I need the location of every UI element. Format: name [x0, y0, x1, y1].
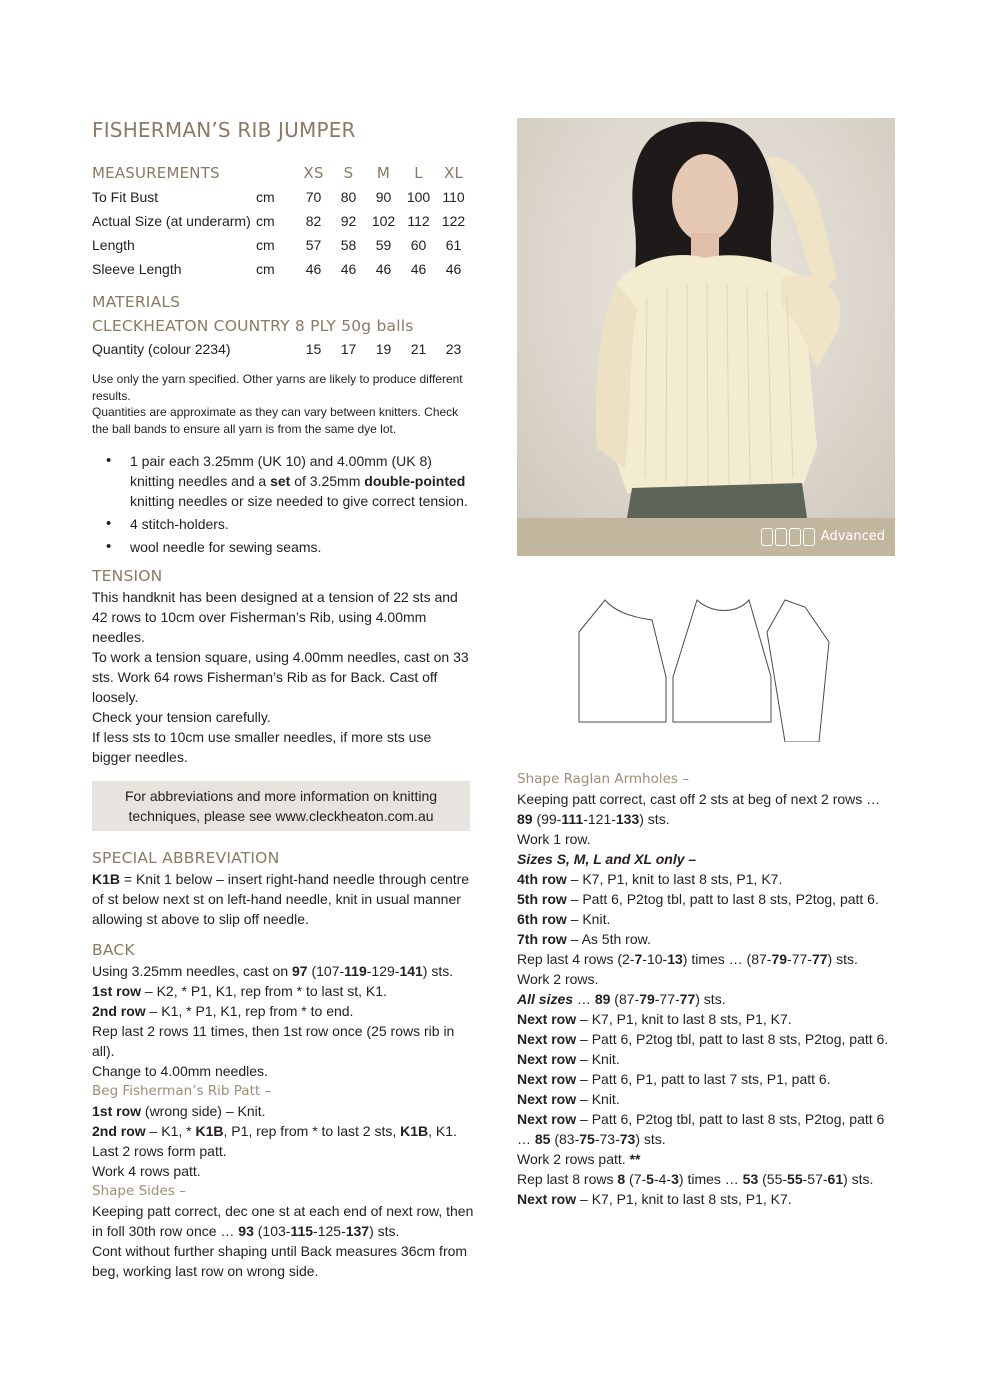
- measurements-heading: MEASUREMENTS: [92, 164, 220, 182]
- garment-schematic: [577, 592, 837, 742]
- page-title: FISHERMAN’S RIB JUMPER: [92, 118, 356, 142]
- measurement-value: 60: [410, 237, 427, 253]
- special-abbreviation-text: K1B = Knit 1 below – insert right-hand needle through centre of st below next st on left-hand needle, knit in usual manner allowing st above to slip off needle.: [92, 871, 470, 927]
- measurement-row: [92, 233, 474, 257]
- difficulty-label: Advanced: [820, 529, 885, 544]
- size-s: S: [343, 164, 354, 182]
- quantity-value: 17: [340, 341, 357, 357]
- yarn-note-1: Use only the yarn specified. Other yarns are likely to produce different results.: [92, 372, 463, 403]
- back-piece-shape: [579, 600, 666, 722]
- measurement-label: Sleeve Length: [92, 261, 182, 277]
- materials-heading: MATERIALS: [92, 293, 181, 311]
- yarn-ball-icon: [761, 528, 815, 546]
- raglan-heading: Shape Raglan Armholes –: [517, 771, 690, 787]
- sleeve-piece-shape: [767, 600, 829, 742]
- size-m: M: [376, 164, 391, 182]
- measurements-header: [92, 161, 474, 185]
- quantity-label: Quantity (colour 2234): [92, 341, 231, 357]
- right-column: [517, 118, 895, 1209]
- back-instructions: Using 3.25mm needles, cast on 97 (107-119-129-141) sts. 1st row – K2, * P1, K1, rep from * to last st, K1. 2nd row – K1, * P1, K1, rep from * to end. Rep last 2 rows 11 times, then 1st row once (25 rows rib in all). Change to 4.00mm needles. Beg Fisherman’s Rib Patt – 1st row (wrong side) – Knit. 2nd row – K1, * K1B, P1, rep from * to last 2 sts, K1B, K1. Last 2 rows form patt. Work 4 rows patt. Shape Sides – Keeping patt correct, dec one st at each end of next row, then in foll 30th row once … 93 (103-115-125-137) sts. Cont without further shaping until Back measures 36cm from beg, working last row on wrong side.: [92, 963, 474, 1279]
- measurement-value: 46: [445, 261, 462, 277]
- quantity-value: 23: [445, 341, 462, 357]
- measurement-label: Length: [92, 237, 135, 253]
- measurement-value: 80: [340, 189, 357, 205]
- measurement-value: 46: [410, 261, 427, 277]
- quantity-value: 21: [410, 341, 427, 357]
- measurement-row: [92, 185, 474, 209]
- size-xl: XL: [443, 164, 464, 182]
- measurement-value: 92: [340, 213, 357, 229]
- front-piece-shape: [673, 600, 771, 722]
- yarn-note-2: Quantities are approximate as they can vary between knitters. Check the ball bands to ensure all yarn is from the same dye lot.: [92, 405, 459, 436]
- tension-text: This handknit has been designed at a tension of 22 sts and 42 rows to 10cm over Fisherman’s Rib, using 4.00mm needles. To work a tension square, using 4.00mm needles, cast on 33 sts. Work 64 rows Fisherman’s Rib as for Back. Cast off loosely. Check your tension carefully. If less sts to 10cm use smaller needles, if more sts use bigger needles.: [92, 589, 469, 765]
- measurement-value: 46: [375, 261, 392, 277]
- special-abbreviation-heading: SPECIAL ABBREVIATION: [92, 849, 280, 867]
- model-photo: [517, 118, 895, 556]
- measurement-value: 59: [375, 237, 392, 253]
- list-item: • 1 pair each 3.25mm (UK 10) and 4.00mm (UK 8) knitting needles and a set of 3.25mm double-pointed knitting needles or size needed to give correct tension.: [106, 451, 474, 511]
- measurement-unit: cm: [256, 189, 275, 205]
- measurement-value: 57: [305, 237, 322, 253]
- quantity-value: 15: [305, 341, 322, 357]
- measurement-unit: cm: [256, 237, 275, 253]
- tension-heading: TENSION: [92, 567, 163, 585]
- list-item: • 4 stitch-holders.: [106, 514, 474, 534]
- yarn-heading: CLECKHEATON COUNTRY 8 PLY 50g balls: [92, 317, 414, 335]
- size-l: L: [414, 164, 423, 182]
- measurement-unit: cm: [256, 213, 275, 229]
- raglan-instructions: Keeping patt correct, cast off 2 sts at beg of next 2 rows … 89 (99-111-121-133) sts. Work 1 row. Sizes S, M, L and XL only – 4th row – K7, P1, knit to last 8 sts, P1, K7. 5th row – Patt 6, P2tog tbl, patt to last 8 sts, P2tog, patt 6. 6th row – Knit. 7th row – As 5th row. Rep last 4 rows (2-7-10-13) times … (87-79-77-77) sts. Work 2 rows. All sizes … 89 (87-79-77-77) sts. Next row – K7, P1, knit to last 8 sts, P1, K7. Next row – Patt 6, P2tog tbl, patt to last 8 sts, P2tog, patt 6. Next row – Knit. Next row – Patt 6, P1, patt to last 7 sts, P1, patt 6. Next row – Knit. Next row – Patt 6, P2tog tbl, patt to last 8 sts, P2tog, patt 6 … 85 (83-75-73-73) sts. Work 2 rows patt. ** Rep last 8 rows 8 (7-5-4-3) times … 53 (55-55-57-61) sts. Next row – K7, P1, knit to last 8 sts, P1, K7.: [517, 791, 889, 1207]
- measurement-value: 112: [407, 213, 430, 229]
- measurement-value: 122: [441, 213, 466, 229]
- measurement-value: 90: [375, 189, 392, 205]
- measurement-value: 110: [442, 189, 465, 205]
- subheading: Shape Sides –: [92, 1183, 186, 1199]
- difficulty-bar: [517, 518, 895, 556]
- quantity-row: [92, 337, 474, 361]
- measurement-value: 102: [371, 213, 396, 229]
- measurement-value: 100: [406, 189, 431, 205]
- measurement-value: 82: [305, 213, 322, 229]
- measurement-value: 61: [445, 237, 462, 253]
- measurement-unit: cm: [256, 261, 275, 277]
- measurement-label: Actual Size (at underarm): [92, 213, 251, 229]
- measurement-value: 46: [340, 261, 357, 277]
- measurement-row: [92, 209, 474, 233]
- measurement-value: 70: [305, 189, 322, 205]
- back-heading: BACK: [92, 941, 135, 959]
- measurement-value: 58: [340, 237, 357, 253]
- list-item: • wool needle for sewing seams.: [106, 537, 474, 557]
- model-figure-image: [517, 118, 895, 518]
- measurement-label: To Fit Bust: [92, 189, 159, 205]
- left-column: [92, 117, 474, 1281]
- measurement-row: [92, 257, 474, 281]
- size-xs: XS: [303, 164, 324, 182]
- info-box: For abbreviations and more information on knitting techniques, please see www.cleckheaton.com.au: [92, 781, 470, 831]
- yarn-note: [92, 371, 474, 437]
- measurement-value: 46: [305, 261, 322, 277]
- materials-list: [92, 451, 474, 557]
- quantity-value: 19: [375, 341, 392, 357]
- subheading: Beg Fisherman’s Rib Patt –: [92, 1083, 272, 1099]
